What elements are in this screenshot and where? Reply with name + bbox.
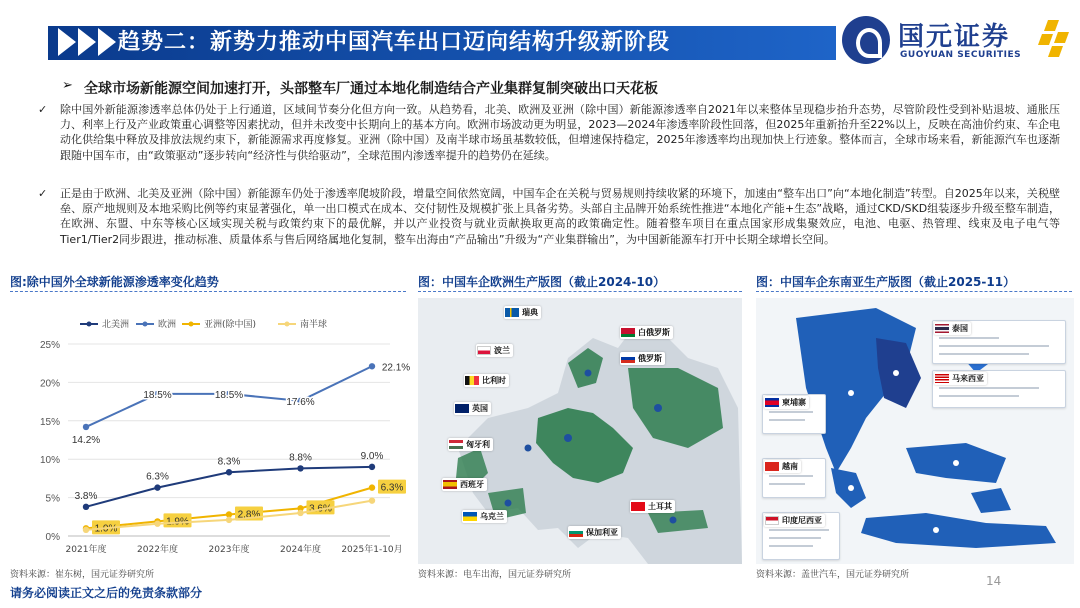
data-label: 18.5% [214,389,244,401]
europe-production-map [418,298,742,564]
slide-header [0,0,1080,74]
y-tick-label: 25% [39,340,60,351]
data-label: 8.8% [289,452,312,464]
data-point [83,504,89,510]
map-label-cambodia: 柬埔寨 [764,396,809,409]
data-point [226,517,232,523]
disclaimer-note: 请务必阅读正文之后的免责条款部分 [10,586,203,600]
data-label: 17.6% [286,396,315,408]
data-point [369,363,375,369]
map-label-turkey: 土耳其 [630,500,675,513]
data-point [369,464,375,470]
body-paragraph [38,102,1060,163]
map-label-ukraine: 乌克兰 [462,510,507,523]
data-label: 18.5% [143,389,172,401]
panel-divider [756,291,1072,292]
map-label-thailand: 泰国 [934,322,971,335]
chart-svg [10,300,410,562]
eu-map-panel-title: 图：中国车企欧洲生产版图（截止2024-10） [418,275,666,289]
logo-name-en: GUOYUAN SECURITIES [900,50,1022,60]
legend-marker [143,322,148,327]
y-tick-label: 15% [39,416,60,428]
data-label: 22.1% [381,362,410,374]
logo-name-cn: 国元证券 [898,22,1011,52]
data-point [226,469,232,475]
panel-divider [418,291,742,292]
x-tick-label: 2024年度 [280,545,321,555]
data-label: 2.8% [237,509,261,521]
body-paragraph [38,186,1060,247]
map-label-belgium: 比利时 [464,374,509,387]
paragraph-text: 除中国外新能源渗透率总体仍处于上行通道，区域间节奏分化但方向一致。从趋势看，北美、欧洲及亚洲（除中国）新能源渗透率自2021年以来整体呈现稳步抬升态势，尽管阶段性受到补贴退坡、通胀压力、利率上行及产业政策重心调整等因素扰动，但并未改变中长期向上的基本方向。欧洲市场波动更为明显，2023—2024年渗透率阶段性回落，但2025年重新抬升至22%以上，反映在高油价约束、车企电动化供给集中释放及排放法规约束下，新能源需求再度修复。亚洲（除中国）及南半球市场虽基数较低，但增速保持稳定，2025年渗透率均出现加快上行迹象。整体而言，全球市场来看，新能源汽车也逐渐跟随中国车市，由“政策驱动”逐步转向“经济性与供给驱动”，全球范围内渗透率提升的趋势仍在延续。 [60,103,1060,162]
sea-map-panel-title: 图：中国车企东南亚生产版图（截止2025-11） [756,275,1016,289]
data-label: 9.0% [360,450,384,462]
checkmark-icon: ✓ [38,103,48,116]
chevron-icons [58,28,116,56]
eu-map-source-note: 资料来源：电车出海，国元证券研究所 [418,570,572,580]
data-point [83,527,89,533]
checkmark-icon: ✓ [38,187,48,200]
data-label: 1.9% [166,516,189,528]
map-label-vietnam: 越南 [764,460,801,473]
logo-icon [842,16,890,64]
map-label-spain: 西班牙 [442,478,487,491]
map-label-belarus: 白俄罗斯 [620,326,673,339]
chart-panel-title: 图:除中国外全球新能源渗透率变化趋势 [10,275,219,289]
y-tick-label: 5% [45,493,60,505]
chart-source-note: 资料来源：崔东树，国元证券研究所 [10,570,155,580]
data-label: 6.3% [146,471,169,483]
slide-title: 趋势二：新势力推动中国汽车出口迈向结构升级新阶段 [118,30,671,55]
data-label: 3.6% [309,503,332,515]
legend-label: 南半球 [300,320,328,330]
map-label-poland: 波兰 [476,344,513,357]
legend-label: 亚洲(除中国) [204,320,257,330]
panel-divider [10,291,406,292]
legend-marker [87,322,92,327]
southeast-asia-production-map [756,298,1074,564]
data-label: 1.0% [94,523,118,535]
data-label: 3.8% [74,490,98,502]
map-label-hungary: 匈牙利 [448,438,493,451]
map-label-russia: 俄罗斯 [620,352,665,365]
legend-label: 欧洲 [158,320,177,330]
data-label: 6.3% [380,482,404,494]
map-label-bulgaria: 保加利亚 [568,526,621,539]
data-label: 8.3% [217,456,241,468]
map-label-uk: 英国 [454,402,491,415]
legend-label: 北美洲 [102,320,130,330]
map-label-indonesia: 印度尼西亚 [764,514,825,527]
x-tick-label: 2023年度 [208,545,250,555]
europe-map-image [418,298,742,564]
map-label-sweden: 瑞典 [504,306,541,319]
data-label: 14.2% [71,434,101,446]
data-point [369,484,375,490]
sea-map-source-note: 资料来源：盖世汽车，国元证券研究所 [756,570,910,580]
arrow-bullet-icon: ➢ [62,78,73,93]
page-number: 14 [986,574,1002,588]
section-subtitle [62,78,1062,100]
legend-marker [285,322,290,327]
data-point [154,484,160,490]
penetration-line-chart [10,300,410,562]
y-tick-label: 20% [39,378,60,390]
x-tick-label: 2021年度 [65,545,107,555]
legend-marker [189,322,194,327]
x-tick-label: 2022年度 [137,545,178,555]
paragraph-text: 正是由于欧洲、北美及亚洲（除中国）新能源车仍处于渗透率爬坡阶段，增量空间依然宽阔，中国车企在关税与贸易规则持续收紧的环境下，加速由“整车出口”向“本地化制造”转型。自2025年以来，关税壁垒、原产地规则及本地采购比例等约束显著强化，单一出口模式在成本、交付韧性及规模扩张上具备劣势。头部自主品牌开始系统性推进“本地化产能+生态”战略，通过CKD/SKD组装逐步升级至整车制造，在欧洲、东盟、中东等核心区域实现关税与政策约束下的最优解，并以产业投资与就业贡献换取更高的政策确定性。随着整车项目在重点国家形成集聚效应，电池、电驱、热管理、线束及电子电气等Tier1/Tier2同步跟进，推动标准、质量体系与售后网络属地化复制，整车出海由“产品输出”升级为“产业集群输出”，为中国新能源车打开中长期全球增长空间。 [60,187,1060,246]
data-point [154,521,160,527]
x-tick-label: 2025年1-10月 [341,545,403,555]
y-tick-label: 10% [39,455,60,467]
subtitle-text: 全球市场新能源空间加速打开，头部整车厂通过本地化制造结合产业集群复制突破出口天花板 [84,81,658,97]
data-point [297,510,303,516]
company-logo [842,14,1072,70]
data-point [83,424,89,430]
logo-decoration-icon [1032,20,1066,60]
y-tick-label: 0% [45,532,60,543]
map-label-malaysia: 马来西亚 [934,372,987,385]
data-point [369,497,375,503]
data-point [297,465,303,471]
